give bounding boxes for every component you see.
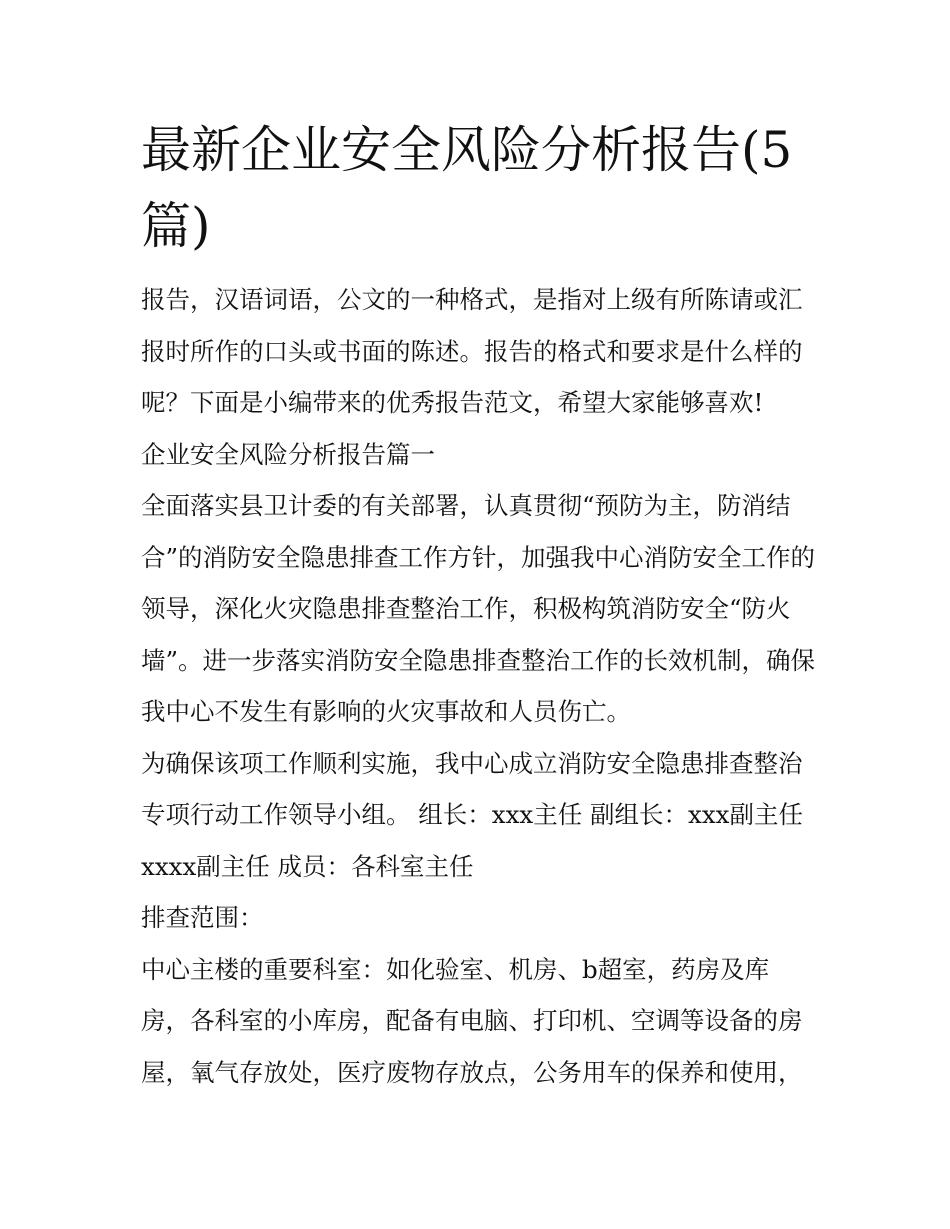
section-heading: 企业安全风险分析报告篇一 bbox=[141, 439, 435, 469]
subheading-scope: 排查范围： bbox=[141, 903, 264, 932]
body-paragraph: 中心主楼的重要科室：如化验室、机房、b超室，药房及库房，各科室的小库房，配备有电脑、打印机、空调等设备的房屋，氧气存放处，医疗废物存放点，公务用车的保养和使用， bbox=[141, 954, 803, 1087]
body-paragraph: 全面落实县卫计委的有关部署，认真贯彻“预防为主，防消结合”的消防安全隐患排查工作方针，加强我中心消防安全工作的领导，深化火灾隐患排查整治工作，积极构筑消防安全“防火墙”。进一步落实消防安全隐患排查整治工作的长效机制，确保我中心不发生有影响的火灾事故和人员伤亡。 bbox=[141, 491, 816, 726]
intro-paragraph: 报告，汉语词语，公文的一种格式，是指对上级有所陈请或汇报时所作的口头或书面的陈述。报告的格式和要求是什么样的呢？下面是小编带来的优秀报告范文，希望大家能够喜欢! bbox=[141, 285, 803, 417]
body-paragraph: 为确保该项工作顺利实施，我中心成立消防安全隐患排查整治专项行动工作领导小组。 组长：xxx主任 副组长：xxx副主任 xxxx副主任 成员：各科室主任 bbox=[141, 748, 803, 881]
document-title: 最新企业安全风险分析报告(5篇) bbox=[141, 121, 793, 255]
document-body bbox=[141, 112, 816, 1098]
